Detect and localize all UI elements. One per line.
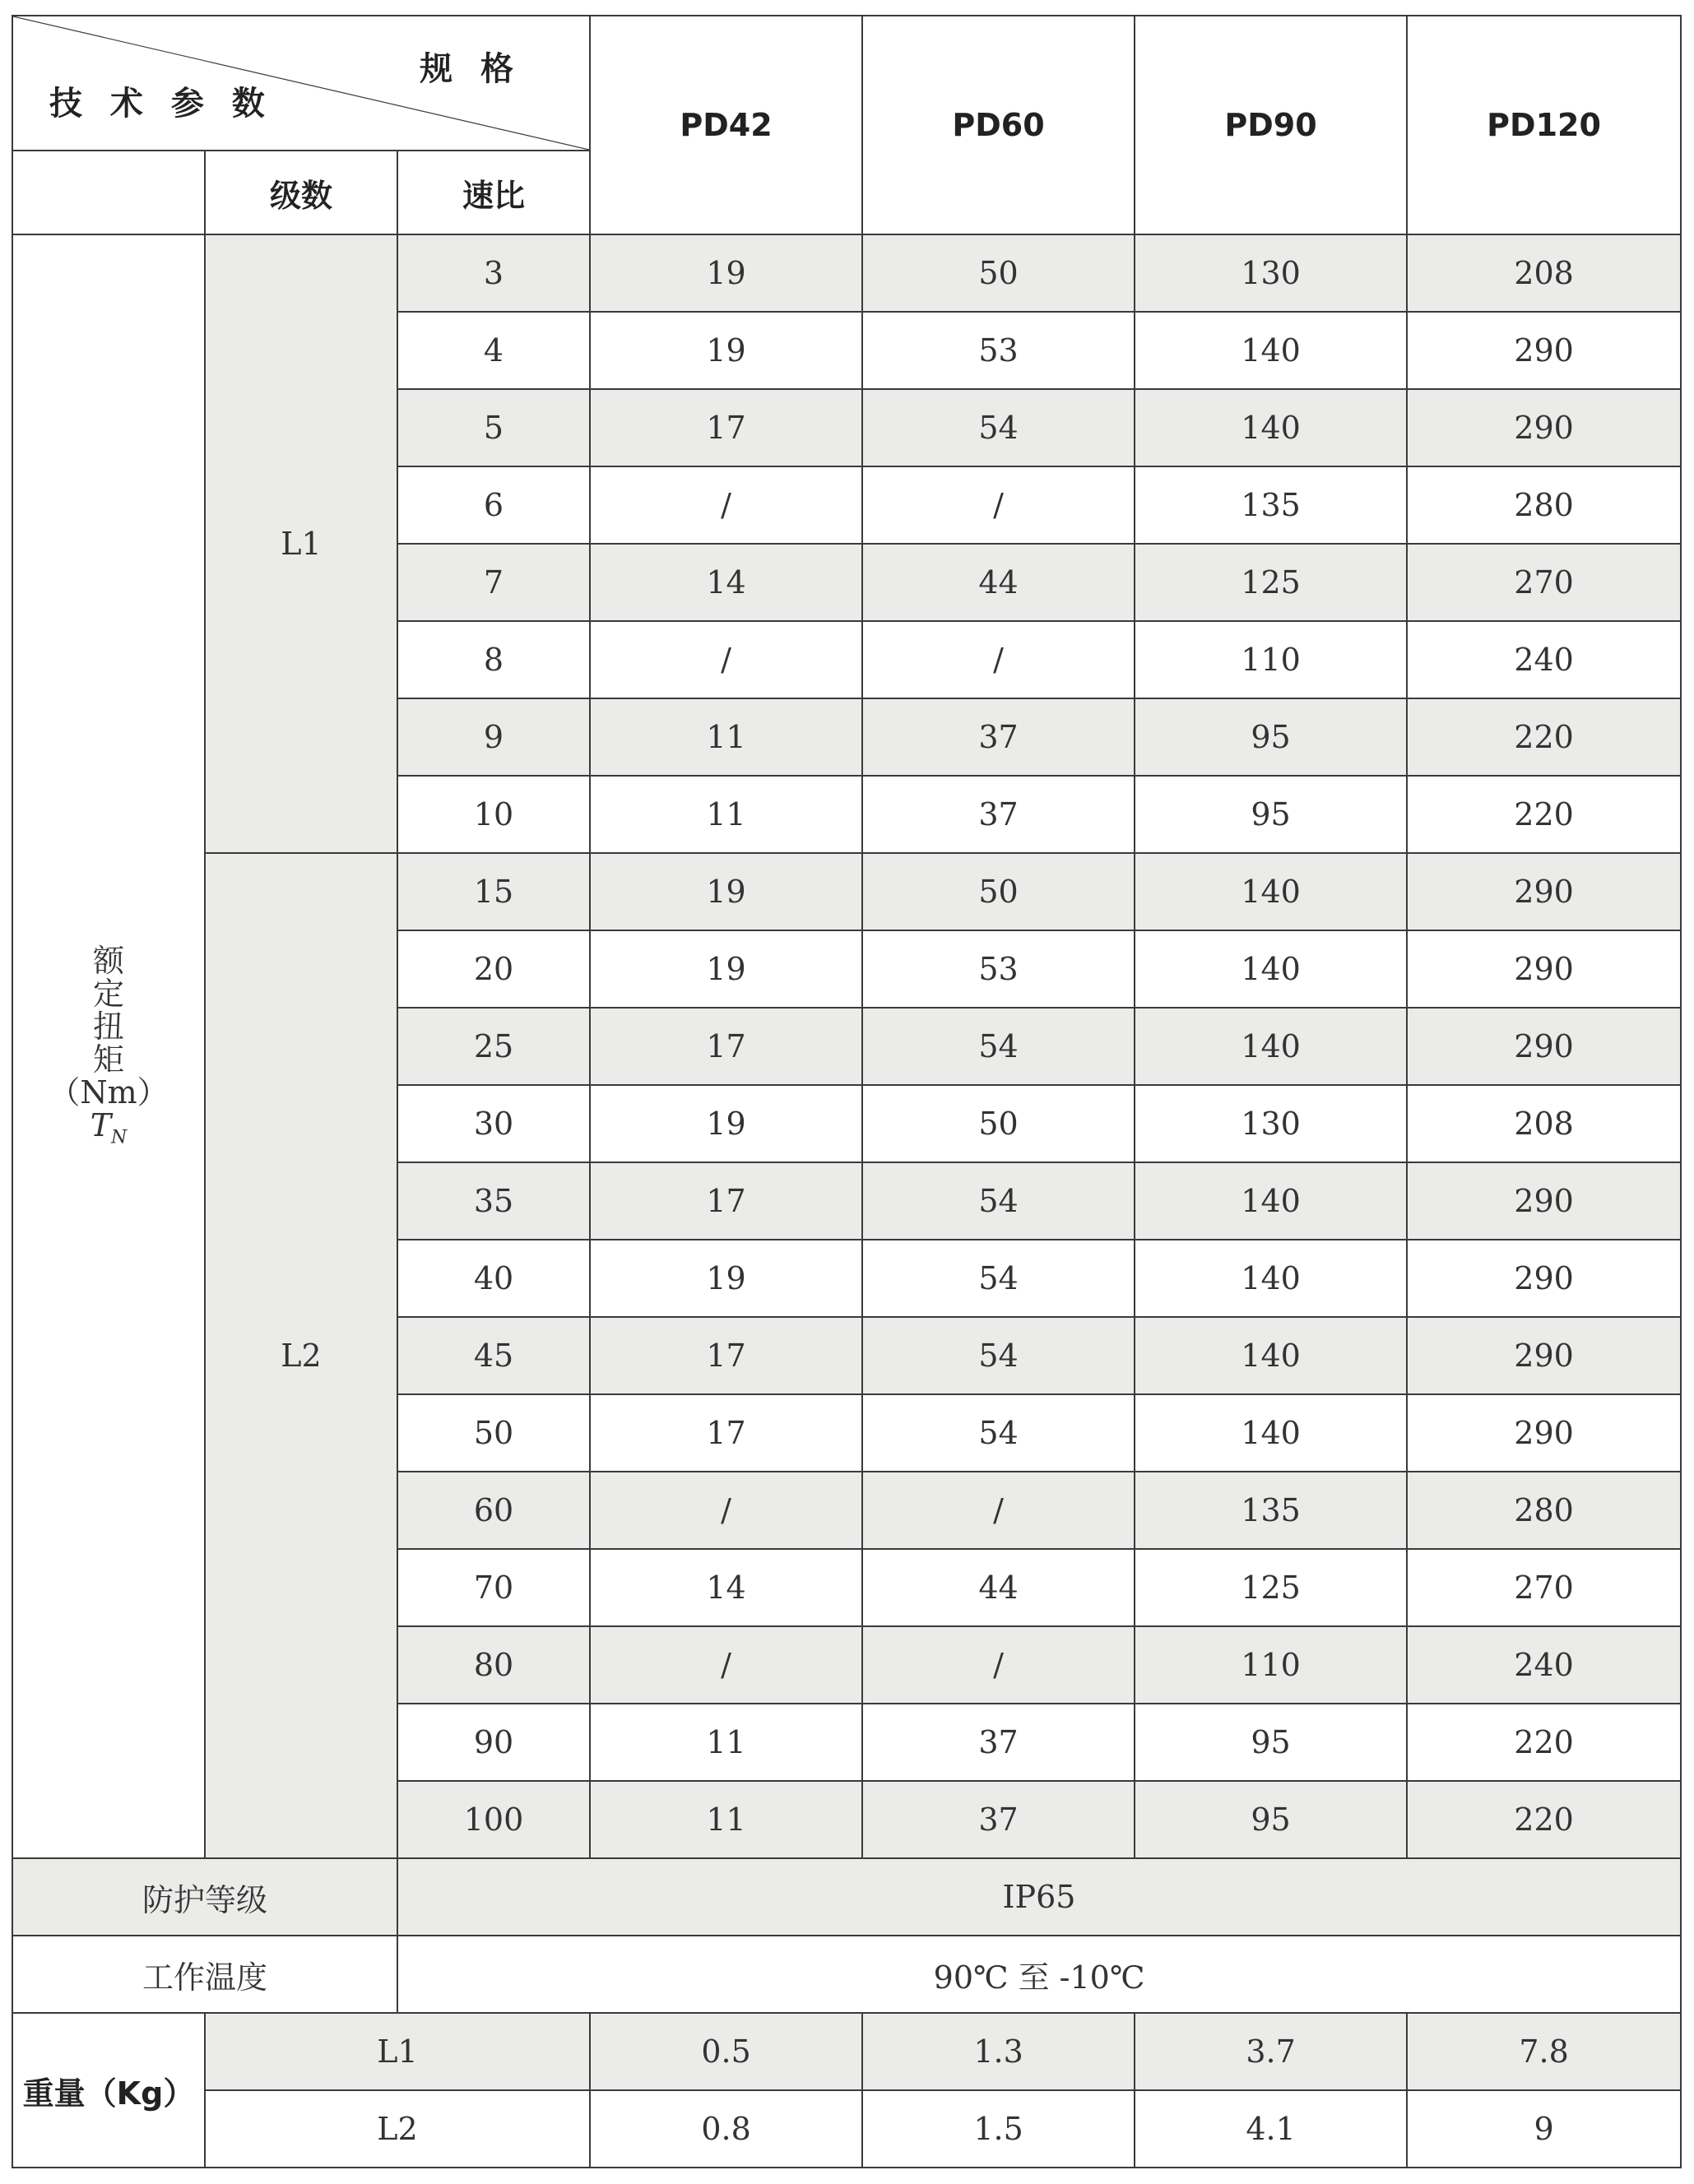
model-header-pd60: PD60 xyxy=(862,16,1135,234)
corner-header-cell xyxy=(12,16,590,151)
torque-value-pd120: 208 xyxy=(1407,234,1681,312)
torque-value-pd90: 140 xyxy=(1135,853,1407,930)
torque-value-pd60: / xyxy=(862,621,1135,698)
torque-value-pd120: 290 xyxy=(1407,930,1681,1008)
protection-value: IP65 xyxy=(397,1858,1681,1936)
torque-row xyxy=(12,234,1681,312)
torque-label-char: 矩 xyxy=(92,1041,124,1078)
torque-value-pd42: 19 xyxy=(590,1240,862,1317)
torque-value-pd90: 125 xyxy=(1135,1549,1407,1626)
torque-value-pd120: 240 xyxy=(1407,621,1681,698)
weight-row xyxy=(12,2090,1681,2168)
torque-value-pd42: / xyxy=(590,1472,862,1549)
torque-value-pd120: 220 xyxy=(1407,776,1681,853)
torque-value-pd60: 54 xyxy=(862,1317,1135,1394)
ratio-cell: 15 xyxy=(397,853,590,930)
torque-value-pd90: 140 xyxy=(1135,930,1407,1008)
ratio-cell: 20 xyxy=(397,930,590,1008)
torque-value-pd120: 280 xyxy=(1407,466,1681,544)
torque-value-pd90: 130 xyxy=(1135,234,1407,312)
temperature-row xyxy=(12,1936,1681,2013)
torque-row xyxy=(12,853,1681,930)
torque-value-pd42: 11 xyxy=(590,698,862,776)
torque-value-pd120: 280 xyxy=(1407,1472,1681,1549)
torque-value-pd60: 37 xyxy=(862,776,1135,853)
torque-value-pd120: 290 xyxy=(1407,1240,1681,1317)
torque-value-pd42: 19 xyxy=(590,234,862,312)
torque-value-pd42: 17 xyxy=(590,1008,862,1085)
ratio-cell: 4 xyxy=(397,312,590,389)
torque-value-pd42: / xyxy=(590,1626,862,1704)
torque-value-pd120: 290 xyxy=(1407,312,1681,389)
torque-value-pd60: 50 xyxy=(862,853,1135,930)
torque-value-pd120: 220 xyxy=(1407,1704,1681,1781)
ratio-cell: 40 xyxy=(397,1240,590,1317)
torque-value-pd60: 53 xyxy=(862,930,1135,1008)
torque-value-pd60: 54 xyxy=(862,1008,1135,1085)
torque-value-pd42: 17 xyxy=(590,1394,862,1472)
weight-stage-l2: L2 xyxy=(205,2090,590,2168)
torque-value-pd90: 95 xyxy=(1135,698,1407,776)
torque-value-pd42: 11 xyxy=(590,1704,862,1781)
torque-value-pd120: 208 xyxy=(1407,1085,1681,1162)
torque-value-pd42: 19 xyxy=(590,312,862,389)
torque-value-pd60: 54 xyxy=(862,389,1135,466)
corner-top-label: 规 格 xyxy=(420,50,522,88)
torque-label-char: 扭 xyxy=(92,1009,124,1046)
ratio-cell: 90 xyxy=(397,1704,590,1781)
ratio-cell: 10 xyxy=(397,776,590,853)
torque-value-pd42: 19 xyxy=(590,930,862,1008)
torque-value-pd60: 37 xyxy=(862,698,1135,776)
ratio-cell: 70 xyxy=(397,1549,590,1626)
torque-value-pd90: 140 xyxy=(1135,312,1407,389)
ratio-cell: 6 xyxy=(397,466,590,544)
torque-value-pd42: 19 xyxy=(590,1085,862,1162)
temperature-label: 工作温度 xyxy=(12,1936,397,2013)
weight-value-pd42: 0.8 xyxy=(590,2090,862,2168)
torque-value-pd42: 17 xyxy=(590,1317,862,1394)
torque-value-pd90: 135 xyxy=(1135,1472,1407,1549)
torque-value-pd120: 290 xyxy=(1407,1394,1681,1472)
torque-value-pd90: 130 xyxy=(1135,1085,1407,1162)
torque-value-pd120: 290 xyxy=(1407,1317,1681,1394)
ratio-cell: 80 xyxy=(397,1626,590,1704)
weight-label: 重量（Kg） xyxy=(12,2013,205,2168)
torque-value-pd42: 14 xyxy=(590,544,862,621)
torque-value-pd90: 140 xyxy=(1135,1162,1407,1240)
ratio-cell: 30 xyxy=(397,1085,590,1162)
torque-value-pd42: 17 xyxy=(590,1162,862,1240)
stage-cell-l1: L1 xyxy=(205,234,397,853)
torque-value-pd60: 50 xyxy=(862,234,1135,312)
torque-value-pd90: 95 xyxy=(1135,776,1407,853)
temperature-value: 90℃ 至 -10℃ xyxy=(397,1936,1681,2013)
ratio-cell: 8 xyxy=(397,621,590,698)
weight-value-pd120: 9 xyxy=(1407,2090,1681,2168)
torque-value-pd120: 240 xyxy=(1407,1626,1681,1704)
protection-label: 防护等级 xyxy=(12,1858,397,1936)
torque-value-pd60: 54 xyxy=(862,1162,1135,1240)
corner-left-label: 技 术 参 数 xyxy=(49,85,273,123)
model-header-pd42: PD42 xyxy=(590,16,862,234)
ratio-cell: 25 xyxy=(397,1008,590,1085)
torque-value-pd60: / xyxy=(862,1626,1135,1704)
torque-value-pd60: 37 xyxy=(862,1704,1135,1781)
torque-value-pd90: 110 xyxy=(1135,621,1407,698)
spec-table xyxy=(12,15,1682,2168)
torque-value-pd90: 140 xyxy=(1135,1240,1407,1317)
torque-value-pd90: 140 xyxy=(1135,1008,1407,1085)
torque-value-pd120: 270 xyxy=(1407,544,1681,621)
torque-value-pd42: 11 xyxy=(590,776,862,853)
header-row xyxy=(12,16,1681,151)
stage-cell-l2: L2 xyxy=(205,853,397,1858)
model-header-pd90: PD90 xyxy=(1135,16,1407,234)
torque-value-pd90: 140 xyxy=(1135,389,1407,466)
torque-value-pd120: 290 xyxy=(1407,1162,1681,1240)
torque-value-pd42: 14 xyxy=(590,1549,862,1626)
protection-row xyxy=(12,1858,1681,1936)
torque-value-pd60: 44 xyxy=(862,544,1135,621)
torque-symbol-subscript: N xyxy=(111,1127,128,1148)
weight-stage-l1: L1 xyxy=(205,2013,590,2090)
model-header-pd120: PD120 xyxy=(1407,16,1681,234)
torque-value-pd90: 135 xyxy=(1135,466,1407,544)
weight-value-pd120: 7.8 xyxy=(1407,2013,1681,2090)
ratio-header: 速比 xyxy=(397,151,590,234)
torque-value-pd90: 140 xyxy=(1135,1394,1407,1472)
torque-value-pd42: 11 xyxy=(590,1781,862,1858)
weight-value-pd60: 1.5 xyxy=(862,2090,1135,2168)
torque-value-pd42: 19 xyxy=(590,853,862,930)
torque-label-char: （Nm） xyxy=(49,1073,169,1111)
torque-value-pd90: 125 xyxy=(1135,544,1407,621)
torque-value-pd90: 140 xyxy=(1135,1317,1407,1394)
torque-value-pd60: 37 xyxy=(862,1781,1135,1858)
ratio-cell: 3 xyxy=(397,234,590,312)
torque-value-pd60: 44 xyxy=(862,1549,1135,1626)
torque-value-pd60: 53 xyxy=(862,312,1135,389)
weight-value-pd90: 3.7 xyxy=(1135,2013,1407,2090)
torque-value-pd90: 110 xyxy=(1135,1626,1407,1704)
torque-label-char: 额 xyxy=(92,943,124,980)
torque-label-char: 定 xyxy=(92,976,124,1013)
torque-label xyxy=(49,945,168,1147)
ratio-cell: 9 xyxy=(397,698,590,776)
torque-value-pd60: / xyxy=(862,466,1135,544)
ratio-cell: 35 xyxy=(397,1162,590,1240)
torque-value-pd42: / xyxy=(590,621,862,698)
torque-value-pd120: 290 xyxy=(1407,389,1681,466)
ratio-cell: 5 xyxy=(397,389,590,466)
torque-value-pd120: 220 xyxy=(1407,1781,1681,1858)
torque-value-pd90: 95 xyxy=(1135,1704,1407,1781)
weight-value-pd60: 1.3 xyxy=(862,2013,1135,2090)
weight-row xyxy=(12,2013,1681,2090)
torque-value-pd60: / xyxy=(862,1472,1135,1549)
torque-symbol-letter: T xyxy=(90,1106,112,1143)
torque-value-pd120: 220 xyxy=(1407,698,1681,776)
torque-value-pd42: 17 xyxy=(590,389,862,466)
torque-value-pd120: 290 xyxy=(1407,1008,1681,1085)
torque-value-pd120: 270 xyxy=(1407,1549,1681,1626)
torque-value-pd60: 50 xyxy=(862,1085,1135,1162)
ratio-cell: 50 xyxy=(397,1394,590,1472)
torque-value-pd60: 54 xyxy=(862,1240,1135,1317)
torque-value-pd60: 54 xyxy=(862,1394,1135,1472)
stage-header: 级数 xyxy=(205,151,397,234)
ratio-cell: 45 xyxy=(397,1317,590,1394)
torque-label-cell xyxy=(12,234,205,1858)
torque-value-pd90: 95 xyxy=(1135,1781,1407,1858)
torque-value-pd120: 290 xyxy=(1407,853,1681,930)
ratio-cell: 60 xyxy=(397,1472,590,1549)
weight-value-pd90: 4.1 xyxy=(1135,2090,1407,2168)
torque-symbol xyxy=(49,1106,168,1148)
ratio-cell: 100 xyxy=(397,1781,590,1858)
weight-value-pd42: 0.5 xyxy=(590,2013,862,2090)
ratio-cell: 7 xyxy=(397,544,590,621)
torque-value-pd42: / xyxy=(590,466,862,544)
blank-header-cell xyxy=(12,151,205,234)
